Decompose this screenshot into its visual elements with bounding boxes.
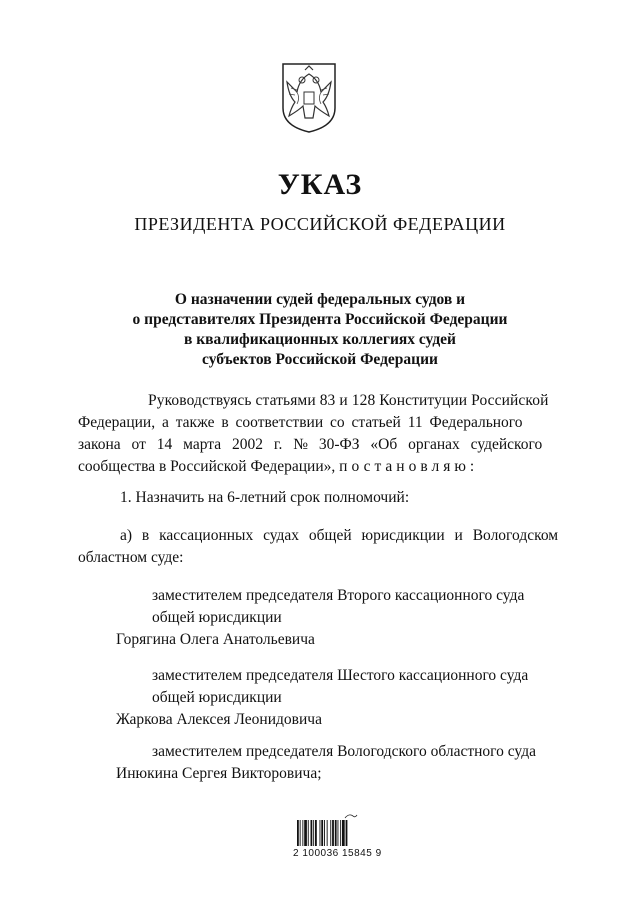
barcode-bar <box>338 820 339 846</box>
item-1: 1. Назначить на 6-летний срок полномочий: <box>120 489 410 506</box>
barcode-bar <box>342 820 345 846</box>
barcode-bar <box>332 820 334 846</box>
barcode-bar <box>304 820 307 846</box>
barcode-bar <box>330 820 331 846</box>
appointment-position: общей юрисдикции <box>152 609 282 626</box>
appointment-position: заместителем председателя Второго кассационного суда <box>152 587 525 604</box>
barcode-bar <box>335 820 337 846</box>
document-subtitle: ПРЕЗИДЕНТА РОССИЙСКОЙ ФЕДЕРАЦИИ <box>134 214 506 234</box>
barcode-bar <box>300 820 301 846</box>
item-a-line1: а) в кассационных судах общей юрисдикции и Вологодском <box>120 527 559 544</box>
document-title: УКАЗ <box>277 168 363 201</box>
barcode-bar <box>315 820 317 846</box>
barcode-bar <box>327 820 328 846</box>
appointee-name: Инюкина Сергея Викторовича; <box>116 765 322 782</box>
barcode-bar <box>320 820 321 846</box>
barcode-bar <box>340 820 341 846</box>
barcode-bar <box>311 820 313 846</box>
barcode-bar <box>302 820 303 846</box>
heading-line: О назначении судей федеральных судов и <box>174 291 466 308</box>
heading-line: субъектов Российской Федерации <box>202 351 438 368</box>
decree-word: постановляю: <box>339 458 479 475</box>
barcode-bar <box>321 820 323 846</box>
preamble-line: закона от 14 марта 2002 г. № 30-ФЗ «Об органах судейского <box>78 436 543 453</box>
coat-of-arms-emblem <box>277 60 341 134</box>
preamble-text: сообщества в Российской Федерации», <box>78 458 336 475</box>
barcode-bar <box>308 820 309 846</box>
barcode-bar <box>297 820 299 846</box>
preamble-line: Федерации, а также в соответствии со статьей 11 Федерального <box>78 414 523 431</box>
appointee-name: Горягина Олега Анатольевича <box>116 631 315 648</box>
appointment-position: заместителем председателя Вологодского областного суда <box>152 743 536 760</box>
preamble-line <box>78 456 564 478</box>
barcode-bar <box>313 820 314 846</box>
heading-line: о представителях Президента Российской Федерации <box>132 311 508 328</box>
appointment-position: заместителем председателя Шестого кассационного суда <box>152 667 529 684</box>
barcode <box>295 812 359 848</box>
preamble-line: Руководствуясь статьями 83 и 128 Конституции Российской <box>148 392 549 409</box>
item-a-line2: областном суде: <box>78 549 184 566</box>
heading-line: в квалификационных коллегиях судей <box>184 331 456 348</box>
barcode-bar <box>324 820 325 846</box>
handwritten-mark <box>345 815 357 818</box>
barcode-bar <box>346 820 348 846</box>
appointee-name: Жаркова Алексея Леонидовича <box>116 711 322 728</box>
barcode-number: 2 100036 15845 9 <box>293 848 382 859</box>
document-heading <box>0 290 640 370</box>
appointment-position: общей юрисдикции <box>152 689 282 706</box>
preamble-paragraph <box>78 390 564 478</box>
